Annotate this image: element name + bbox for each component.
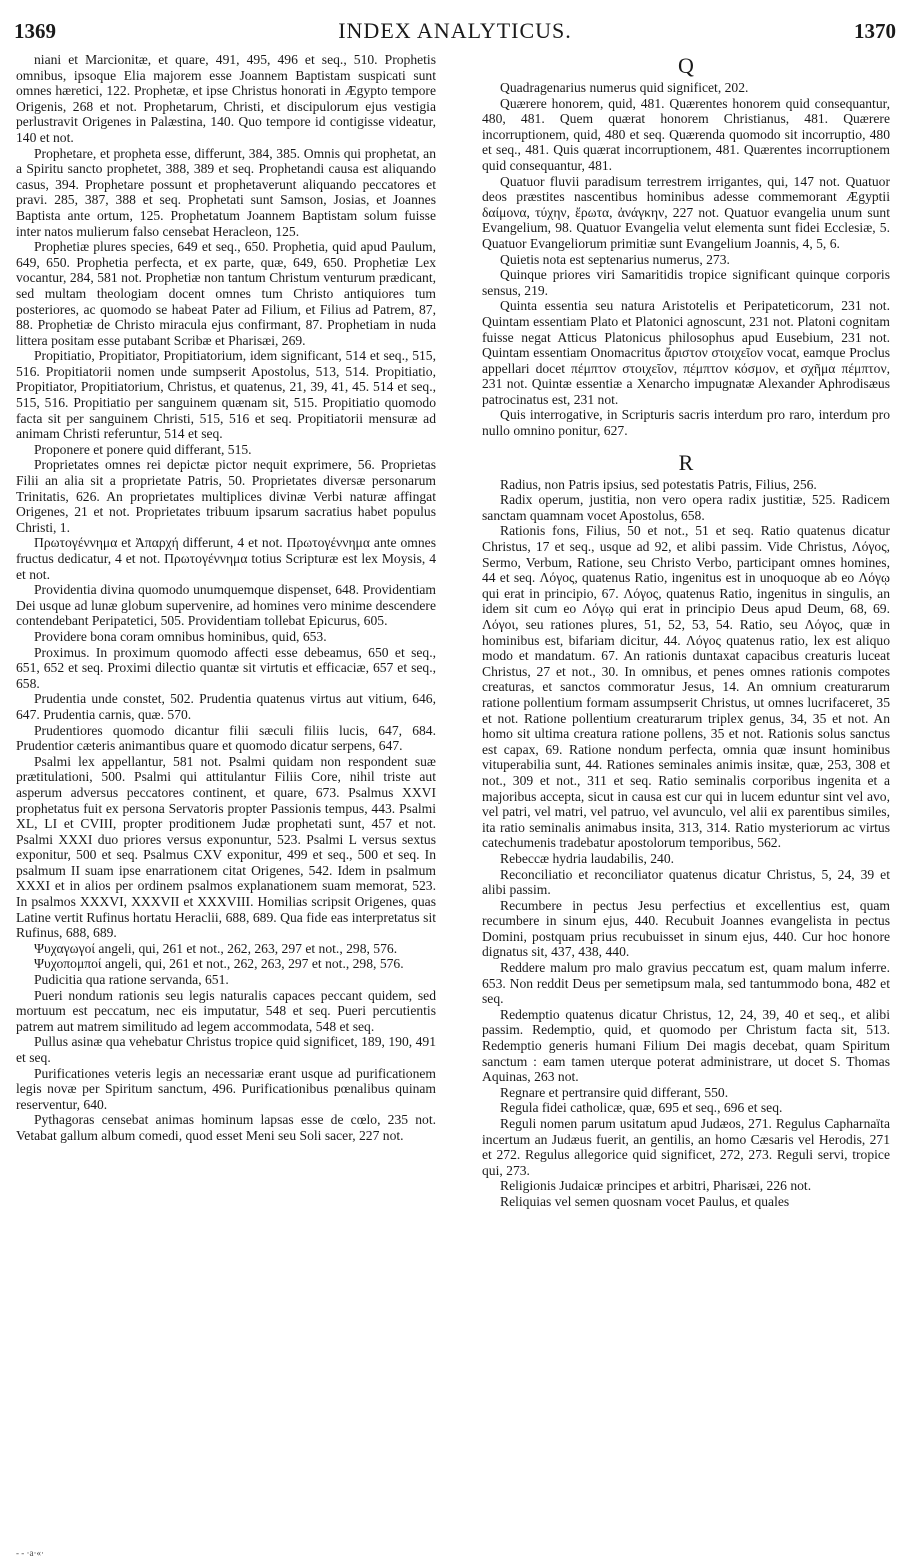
scan-mark: - - ·a·«· bbox=[16, 1548, 44, 1558]
index-entry: niani et Marcionitæ, et quare, 491, 495, 496 et seq., 510. Prophetis omnibus, ipsoque Elia majorem esse Joannem Baptistam suspicati sunt omnes hæretici, 122. Prophetæ, et ipse Christus honorati in Ægypto tempore Origenis, 268 et not. Prophetarum, Christi, et discipulorum ejus vestigia perlustravit Origenes in Palæstina, 140. Quo tempore id contigisse videatur, 140 et not. bbox=[16, 52, 436, 145]
index-entry: Πρωτογέννημα et Ἀπαρχή differunt, 4 et not. Πρωτογέννημα ante omnes fructus dedicatur, 4 et not. Πρωτογέννημα totius Scripturæ est lex Moysis, 4 et not. bbox=[16, 535, 436, 582]
index-entry: Proprietates omnes rei depictæ pictor nequit exprimere, 56. Proprietas Filii an alia sit a proprietate Patris, 50. Proprietates diversæ personarum Trinitatis, 626. An proprietates multiplices divinæ Verbi naturæ affingat Origenes, 21 et not. Proprietates tribuum ipsarum sacratius habet populus Christi, 1. bbox=[16, 457, 436, 535]
index-entry: Quietis nota est septenarius numerus, 273. bbox=[500, 251, 730, 267]
index-entry: Recumbere in pectus Jesu perfectius et excellentius est, quam recumbere in sinum ejus, 440. Recubuit Joannes evangelista in pectus Domini, postquam prius recubuisset in sinum ejus, 440. Cur hoc honore dignatus sit, 437, 438, 440. bbox=[482, 897, 890, 960]
page-number-left: 1369 bbox=[14, 18, 56, 43]
index-entry: Providere bona coram omnibus hominibus, quid, 653. bbox=[34, 628, 327, 644]
section-letter-r: R bbox=[678, 449, 694, 475]
index-entry: Rebeccæ hydria laudabilis, 240. bbox=[500, 850, 675, 866]
index-entry: Prudentia unde constet, 502. Prudentia quatenus virtus aut vitium, 646, 647. Prudentia carnis, quæ. 570. bbox=[16, 691, 436, 722]
index-entry: Regula fidei catholicæ, quæ, 695 et seq., 696 et seq. bbox=[500, 1100, 783, 1116]
index-entry: Proximus. In proximum quomodo affecti esse debeamus, 650 et seq., 651, 652 et seq. Proximi dilectio quantæ sit virtutis et efficaciæ, 657 et seq., 658. bbox=[16, 644, 436, 691]
index-entry: Reliquias vel semen quosnam vocet Paulus, et quales bbox=[500, 1193, 790, 1209]
page-number-right: 1370 bbox=[854, 18, 896, 43]
index-entry: Quis interrogative, in Scripturis sacris interdum pro raro, interdum pro nullo omnino ponitur, 627. bbox=[482, 407, 890, 439]
index-entry: Ψυχαγωγοί angeli, qui, 261 et not., 262, 263, 297 et not., 298, 576. bbox=[34, 940, 398, 956]
running-head bbox=[14, 14, 896, 48]
index-entry: Radius, non Patris ipsius, sed potestatis Patris, Filius, 256. bbox=[500, 476, 817, 492]
running-title: INDEX ANALYTICUS. bbox=[338, 18, 572, 43]
right-column bbox=[482, 52, 890, 1210]
index-entry: Regnare et pertransire quid differant, 550. bbox=[500, 1084, 729, 1100]
index-entry: Quatuor fluvii paradisum terrestrem irrigantes, qui, 147 not. Quatuor deos præstites nascentibus hominibus adesse commemorant Ægyptii δαίμονα, τύχην, ἔρωτα, ἀνάγκην, 227 not. Quatuor evangelia unum sunt Evangelium, 98. Quatuor Evangelia velut elementa sunt fidei Ecclesiæ, 5. Quatuor Evangeliorum primitiæ sunt Evangelium Joannis, 4, 5, 6. bbox=[482, 173, 890, 251]
index-entry: Propitiatio, Propitiator, Propitiatorium, idem significant, 514 et seq., 515, 516. Propitiatorii nomen unde sumpserit Apostolus, 513, 514. Propitiatio, Propitiator, Propitiatorium, Christus, et quatenus, 21, 39, 41, 45. 514 et seq., 515, 516. Propitiatio per sanguinem quænam sit, 515. Propitiatio quomodo facta sit per sanguinem Christi, 515, 516 et seq. Propitiatorii mensuræ ad animam Christi referuntur, 514 et seq. bbox=[16, 348, 436, 442]
index-entry: Prudentiores quomodo dicantur filii sæculi filiis lucis, 647, 684. Prudentior cæteris animantibus quare et quomodo dicatur serpens, 647. bbox=[16, 722, 436, 754]
section-letter-q: Q bbox=[678, 53, 694, 78]
index-entry: Reconciliatio et reconciliator quatenus dicatur Christus, 5, 24, 39 et alibi passim. bbox=[482, 866, 890, 898]
index-entry: Quinque priores viri Samaritidis tropice significant quinque corporis sensus, 219. bbox=[482, 267, 890, 298]
index-entry: Pueri nondum rationis seu legis naturalis capaces peccant quidem, sed mortuum est peccatum, nec eis imputatur, 548 et seq. Pueri percutientis patrem aut matrem similitudo ad legem accommodata, 548 et seq. bbox=[16, 987, 436, 1034]
index-entry: Ψυχοπομποί angeli, qui, 261 et not., 262, 263, 297 et not., 298, 576. bbox=[34, 956, 404, 972]
index-entry: Prophetare, et propheta esse, differunt, 384, 385. Omnis qui prophetat, an a Spiritu sancto prophetet, 388, 389 et seq. Prophetandi causa est aliquando casus, 394. Prophetare possunt et prophetaverunt aliquando peccatores et pravi. 285, 387, 388 et seq. Prophetati sunt Samson, Josias, et Joannes Baptista ante ortum, 125. Prophetatum Joannem Baptistam solum fuisse inter natos mulierum falso censebat Heracleon, 125. bbox=[16, 145, 436, 239]
index-entry: Providentia divina quomodo unumquemque dispenset, 648. Providentiam Dei usque ad lunæ globum supervenire, ad homines vero minime descendere contendebant Peripatetici, 505. Providentiam tollebat Epicurus, 605. bbox=[16, 582, 436, 629]
index-entry: Reguli nomen parum usitatum apud Judæos, 271. Regulus Capharnaïta incertum an Judæus fuerit, an gentilis, an homo Cæsaris vel Herodis, 271 et 272. Regulus allegorice quid significet, 272, 273. Reguli servi, tropice qui, 273. bbox=[482, 1116, 890, 1178]
index-entry: Radix operum, justitia, non vero opera radix justitiæ, 525. Radicem sanctam quamnam vocet Apostolus, 658. bbox=[482, 492, 890, 523]
index-entry: Psalmi lex appellantur, 581 not. Psalmi quidam non respondent suæ prætitulationi, 500. Psalmi qui attitulantur Filiis Core, nihil triste aut asperum adversus peccatores continent, et quare, 673. Psalmus XXVI prophetatus fuit ex persona Servatoris propter Passionis tempus, 443. Psalmi XL, LI et CVIII, propter proditionem Judæ prophetati sunt, 457 et not. Psalmi XXXI duo priores versus exponuntur, 523. Psalmi L versus sextus exponitur, 500 et seq. Psalmus CXV exponitur, 499 et seq., 500 et seq. In psalmum II suam ipse enarrationem citat Origenes, 542. Idem in psalmum XXXI et in alios per ordinem psalmos explanationem suam memorat, 523. In psalmos XXXVI, XXXVII et XXXVIII. Homilias scripsit Origenes, quas Latine vertit Rufinus hortatu Heraclii, 688, 689. Qua fide eas interpretatus sit Rufinus, 688, 689. bbox=[16, 753, 436, 941]
index-entry: Quærere honorem, quid, 481. Quærentes honorem quid consequantur, 480, 481. Quem quærat honorem Christianus, 481. Quærere incorruptionem, quid, 480 et seq. Quærenda quomodo sit incorruptio, 480 et seq., 481. Quis quærat incorruptionem, 481. Quærentes incorruptionem quid consequantur, 481. bbox=[482, 95, 890, 173]
index-entry: Religionis Judaicæ principes et arbitri, Pharisæi, 226 not. bbox=[500, 1178, 812, 1194]
index-entry: Rationis fons, Filius, 50 et not., 51 et seq. Ratio quatenus dicatur Christus, 17 et seq., usque ad 92, et alibi passim. Vide Christus, Λόγος, Sermo, Verbum, Ratione, seu Christo Verbo, participant omnes homines, 44 et seq. Λόγος, quatenus Ratio, ingenitus est in unoquoque ab eo Λόγῳ qui erat in principio, 67. Λόγος, quatenus Ratio, ingenitus in singulis, an idem sit cum eo Λόγῳ qui erat in principio Deus apud Deum, 68, 69. Λόγοι, seu rationes plures, 51, 52, 53, 54. Ratio, seu Λόγος, quæ in hominibus est, bifariam dicitur, 44. Λόγος quatenus ratio, lex est aliquo modo et mandatum. 67. An rationis duntaxat capacibus creaturis luceat Christus, 27 et not., 30. In omnibus, et penes omnes rationis compotes creaturas, et sanctos commoratur Jesus, 14. An omnium creaturarum ratione pollentium formam assumpserit Christus, ut omnes lucrifaceret, 35 et not. Ratione pollentium creaturarum triplex genus, 34, 35 et not. An homo sit ultima creatura ratione pollens, 35 et not. Rationis solus sanctus est capax, 69. Ratione nondum perfecta, omnia quæ insunt hominibus vituperabilia sunt, 44. Rationes seminales animis insitæ, quæ, 253, 308 et not., 309 et not., 311 et seq. Ratio seminalis corporibus ingenita et a majoribus accepta, sicut in causa est cur qui in lucem eduntur sint vel avo, vel patri, vel matri, vel patruo, vel avunculo, vel alii ex parentibus similes, ita ratio seminalis animabus insita, 313, 314. Ratio mysteriorum ac virtus catechumenis tradebatur apostolorum temporibus, 562. bbox=[482, 523, 890, 851]
index-entry: Quadragenarius numerus quid significet, 202. bbox=[500, 80, 749, 95]
index-entry: Redemptio quatenus dicatur Christus, 12, 24, 39, 40 et seq., et alibi passim. Redemptio, quid, et quomodo per Christum facta sit, 513. Redemptio generis humani Filium Dei magis decebat, quam Spiritum sanctum : eam tamen uterque poterat administrare, ut docet S. Thomas Aquinas, 263 not. bbox=[482, 1006, 890, 1085]
index-entry: Purificationes veteris legis an necessariæ erant usque ad purificationem legis novæ per Spiritum sanctum, 496. Purificationibus pœnalibus quinam reserventur, 640. bbox=[16, 1065, 436, 1112]
index-entry: Prophetiæ plures species, 649 et seq., 650. Prophetia, quid apud Paulum, 649, 650. Prophetia perfecta, et ex parte, quæ, 649, 650. Prophetiæ Lex vocantur, 284, 581 not. Prophetiæ non tantum Christum venturum prædicant, sed multam theologiam docent omnes tum Christo antiquiores tum posteriores, ac quomodo se habeat Pater ad Filium, et Filius ad Patrem, 87, 88. Prophetiæ de Christo miracula ejus confirmant, 87. Prophetiam in nuda littera positam esse putabant Scribæ et Pharisæi, 269. bbox=[16, 239, 436, 348]
left-column bbox=[16, 52, 436, 1144]
index-entry: Pullus asinæ qua vehebatur Christus tropice quid significet, 189, 190, 491 et seq. bbox=[16, 1034, 436, 1065]
index-entry: Quinta essentia seu natura Aristotelis et Peripateticorum, 231 not. Quintam essentiam Plato et Platonici agnoscunt, 231 not. Platoni cognitam fuisse negat Atticus Platonicus philosophus apud Eusebium, 231 not. Quintam essentiam Onomacritus ἄριστον στοιχεῖον vocat, eamque Proclus appellari docet πέμπτον στοιχεῖον, πέμπτον κόσμον, et σχῆμα πέμπτον, 231 not. Quintæ essentiæ a Xenarcho impugnatæ Alexander Aphrodisæus patrocinatus est, 231 not. bbox=[482, 298, 890, 407]
index-entry: Reddere malum pro malo gravius peccatum est, quam malum inferre. 653. Non reddit Deus per semetipsum mala, sed tantummodo bona, 482 et seq. bbox=[482, 960, 890, 1007]
index-entry: Pythagoras censebat animas hominum lapsas esse de cœlo, 235 not. Vetabat gallum album comedi, quod esset Meni seu Soli sacer, 227 not. bbox=[16, 1112, 436, 1143]
index-entry: Pudicitia qua ratione servanda, 651. bbox=[34, 972, 229, 988]
index-entry: Proponere et ponere quid differant, 515. bbox=[34, 441, 252, 457]
